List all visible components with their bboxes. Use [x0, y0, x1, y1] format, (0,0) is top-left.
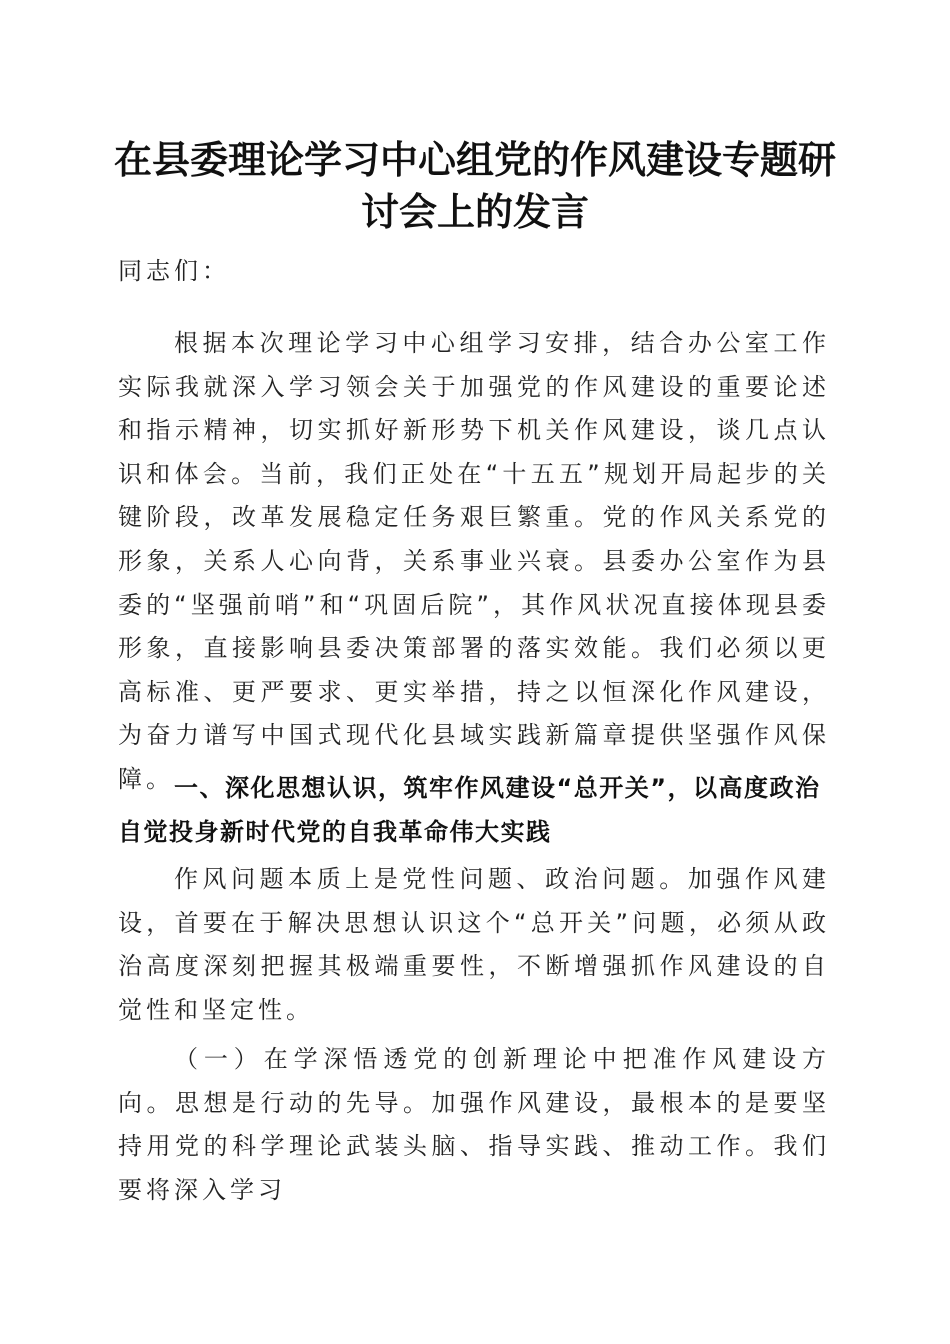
paragraph-section-1-intro: 作风问题本质上是党性问题、政治问题。加强作风建设，首要在于解决思想认识这个“总开关”问题，必须从政治高度深刻把握其极端重要性，不断增强抓作风建设的自觉性和坚定性。 [118, 865, 830, 1024]
salutation: 同志们： [118, 257, 230, 285]
paragraph-intro: 根据本次理论学习中心组学习安排，结合办公室工作实际我就深入学习领会关于加强党的作风建设的重要论述和指示精神，切实抓好新形势下机关作风建设，谈几点认识和体会。当前，我们正处在“十五五”规划开局起步的关键阶段，改革发展稳定任务艰巨繁重。党的作风关系党的形象，关系人心向背，关系事业兴衰。县委办公室作为县委的“坚强前哨”和“巩固后院”，其作风状况直接体现县委形象，直接影响县委决策部署的落实效能。我们必须以更高标准、更严要求、更实举措，持之以恒深化作风建设，为奋力谱写中国式现代化县域实践新篇章提供坚强作风保障。 [118, 329, 830, 793]
document-title: 在县委理论学习中心组党的作风建设专题研讨会上的发言 [113, 137, 836, 234]
paragraph-subsection-1: （一）在学深悟透党的创新理论中把准作风建设方向。思想是行动的先导。加强作风建设，最根本的是要坚持用党的科学理论武装头脑、指导实践、推动工作。我们要将深入学习 [118, 1045, 830, 1204]
section-heading-1: 一、深化思想认识，筑牢作风建设“总开关”，以高度政治自觉投身新时代党的自我革命伟大实践 [118, 774, 821, 846]
